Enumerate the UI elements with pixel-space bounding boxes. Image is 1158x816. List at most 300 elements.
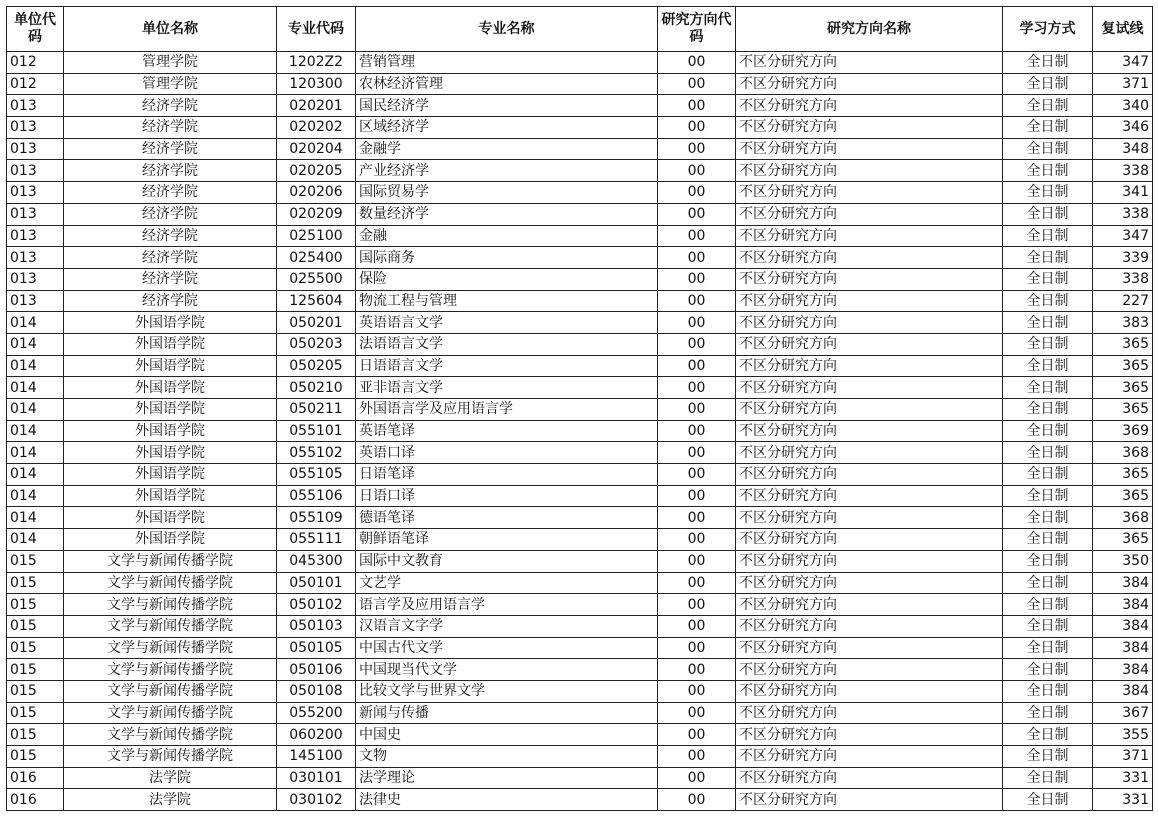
header-unit-code: 单位代码	[7, 7, 64, 52]
major-name-cell: 数量经济学	[356, 203, 658, 225]
direction-code-cell: 00	[658, 680, 736, 702]
major-name-cell: 文艺学	[356, 572, 658, 594]
direction-name-cell: 不区分研究方向	[736, 572, 1003, 594]
study-mode-cell: 全日制	[1003, 507, 1093, 529]
unit-name-cell: 经济学院	[64, 290, 277, 312]
unit-code-cell: 014	[7, 420, 64, 442]
major-code-cell: 055101	[277, 420, 356, 442]
study-mode-cell: 全日制	[1003, 312, 1093, 334]
unit-code-cell: 015	[7, 724, 64, 746]
direction-code-cell: 00	[658, 333, 736, 355]
header-retest-score: 复试线	[1093, 7, 1153, 52]
study-mode-cell: 全日制	[1003, 399, 1093, 421]
retest-score-cell: 384	[1093, 637, 1153, 659]
unit-code-cell: 012	[7, 73, 64, 95]
direction-code-cell: 00	[658, 73, 736, 95]
table-row	[7, 399, 1153, 421]
major-code-cell: 025100	[277, 225, 356, 247]
study-mode-cell: 全日制	[1003, 420, 1093, 442]
study-mode-cell: 全日制	[1003, 160, 1093, 182]
table-row	[7, 247, 1153, 269]
unit-code-cell: 015	[7, 659, 64, 681]
study-mode-cell: 全日制	[1003, 377, 1093, 399]
major-code-cell: 020204	[277, 138, 356, 160]
unit-name-cell: 管理学院	[64, 73, 277, 95]
table-row	[7, 594, 1153, 616]
unit-code-cell: 014	[7, 529, 64, 551]
table-row	[7, 464, 1153, 486]
direction-code-cell: 00	[658, 659, 736, 681]
direction-code-cell: 00	[658, 399, 736, 421]
unit-name-cell: 文学与新闻传播学院	[64, 702, 277, 724]
direction-name-cell: 不区分研究方向	[736, 702, 1003, 724]
table-row	[7, 377, 1153, 399]
retest-score-cell: 350	[1093, 550, 1153, 572]
major-code-cell: 055102	[277, 442, 356, 464]
direction-code-cell: 00	[658, 572, 736, 594]
direction-code-cell: 00	[658, 52, 736, 74]
major-name-cell: 外国语言学及应用语言学	[356, 399, 658, 421]
major-name-cell: 德语笔译	[356, 507, 658, 529]
study-mode-cell: 全日制	[1003, 550, 1093, 572]
major-name-cell: 法学理论	[356, 767, 658, 789]
unit-code-cell: 013	[7, 95, 64, 117]
direction-name-cell: 不区分研究方向	[736, 746, 1003, 768]
major-code-cell: 020202	[277, 117, 356, 139]
major-name-cell: 国民经济学	[356, 95, 658, 117]
direction-code-cell: 00	[658, 312, 736, 334]
unit-name-cell: 外国语学院	[64, 464, 277, 486]
study-mode-cell: 全日制	[1003, 789, 1093, 811]
table-row	[7, 572, 1153, 594]
retest-score-cell: 365	[1093, 464, 1153, 486]
unit-name-cell: 经济学院	[64, 225, 277, 247]
table-row	[7, 117, 1153, 139]
direction-code-cell: 00	[658, 550, 736, 572]
study-mode-cell: 全日制	[1003, 442, 1093, 464]
major-code-cell: 020206	[277, 182, 356, 204]
table-row	[7, 507, 1153, 529]
direction-name-cell: 不区分研究方向	[736, 464, 1003, 486]
unit-name-cell: 文学与新闻传播学院	[64, 615, 277, 637]
retest-score-cell: 384	[1093, 615, 1153, 637]
major-code-cell: 145100	[277, 746, 356, 768]
retest-score-cell: 371	[1093, 73, 1153, 95]
major-code-cell: 055109	[277, 507, 356, 529]
unit-code-cell: 014	[7, 507, 64, 529]
major-code-cell: 050101	[277, 572, 356, 594]
unit-code-cell: 013	[7, 117, 64, 139]
study-mode-cell: 全日制	[1003, 117, 1093, 139]
major-name-cell: 日语语言文学	[356, 355, 658, 377]
study-mode-cell: 全日制	[1003, 615, 1093, 637]
table-body	[7, 52, 1153, 811]
table-row	[7, 420, 1153, 442]
major-name-cell: 汉语言文字学	[356, 615, 658, 637]
direction-code-cell: 00	[658, 507, 736, 529]
table-row	[7, 789, 1153, 811]
direction-name-cell: 不区分研究方向	[736, 247, 1003, 269]
unit-name-cell: 文学与新闻传播学院	[64, 680, 277, 702]
unit-name-cell: 经济学院	[64, 117, 277, 139]
table-row	[7, 680, 1153, 702]
unit-name-cell: 文学与新闻传播学院	[64, 746, 277, 768]
unit-name-cell: 外国语学院	[64, 420, 277, 442]
direction-name-cell: 不区分研究方向	[736, 160, 1003, 182]
study-mode-cell: 全日制	[1003, 182, 1093, 204]
retest-score-cell: 355	[1093, 724, 1153, 746]
unit-code-cell: 013	[7, 203, 64, 225]
major-code-cell: 055106	[277, 485, 356, 507]
table-row	[7, 160, 1153, 182]
retest-score-cell: 331	[1093, 767, 1153, 789]
direction-name-cell: 不区分研究方向	[736, 659, 1003, 681]
major-code-cell: 025500	[277, 268, 356, 290]
direction-name-cell: 不区分研究方向	[736, 485, 1003, 507]
retest-score-cell: 346	[1093, 117, 1153, 139]
unit-name-cell: 文学与新闻传播学院	[64, 594, 277, 616]
retest-score-cell: 368	[1093, 442, 1153, 464]
unit-code-cell: 016	[7, 789, 64, 811]
major-name-cell: 亚非语言文学	[356, 377, 658, 399]
header-major-name: 专业名称	[356, 7, 658, 52]
major-code-cell: 1202Z2	[277, 52, 356, 74]
major-name-cell: 中国现当代文学	[356, 659, 658, 681]
unit-code-cell: 013	[7, 160, 64, 182]
direction-code-cell: 00	[658, 377, 736, 399]
retest-score-cell: 339	[1093, 247, 1153, 269]
direction-name-cell: 不区分研究方向	[736, 637, 1003, 659]
retest-score-cell: 338	[1093, 268, 1153, 290]
retest-score-cell: 341	[1093, 182, 1153, 204]
major-code-cell: 020201	[277, 95, 356, 117]
direction-name-cell: 不区分研究方向	[736, 420, 1003, 442]
unit-code-cell: 012	[7, 52, 64, 74]
retest-score-cell: 369	[1093, 420, 1153, 442]
table-row	[7, 442, 1153, 464]
unit-code-cell: 015	[7, 550, 64, 572]
major-name-cell: 农林经济管理	[356, 73, 658, 95]
unit-code-cell: 014	[7, 442, 64, 464]
unit-code-cell: 014	[7, 333, 64, 355]
major-code-cell: 050201	[277, 312, 356, 334]
study-mode-cell: 全日制	[1003, 637, 1093, 659]
unit-code-cell: 015	[7, 702, 64, 724]
major-code-cell: 025400	[277, 247, 356, 269]
direction-name-cell: 不区分研究方向	[736, 117, 1003, 139]
unit-name-cell: 法学院	[64, 767, 277, 789]
major-code-cell: 055200	[277, 702, 356, 724]
table-row	[7, 138, 1153, 160]
table-row	[7, 52, 1153, 74]
direction-code-cell: 00	[658, 160, 736, 182]
direction-name-cell: 不区分研究方向	[736, 355, 1003, 377]
direction-name-cell: 不区分研究方向	[736, 724, 1003, 746]
direction-code-cell: 00	[658, 789, 736, 811]
table-row	[7, 225, 1153, 247]
study-mode-cell: 全日制	[1003, 680, 1093, 702]
study-mode-cell: 全日制	[1003, 52, 1093, 74]
table-row	[7, 724, 1153, 746]
study-mode-cell: 全日制	[1003, 724, 1093, 746]
direction-name-cell: 不区分研究方向	[736, 680, 1003, 702]
retest-score-cell: 338	[1093, 203, 1153, 225]
retest-score-cell: 384	[1093, 572, 1153, 594]
retest-score-cell: 371	[1093, 746, 1153, 768]
table-row	[7, 485, 1153, 507]
table-row	[7, 767, 1153, 789]
unit-name-cell: 管理学院	[64, 52, 277, 74]
unit-code-cell: 015	[7, 637, 64, 659]
direction-code-cell: 00	[658, 615, 736, 637]
unit-name-cell: 经济学院	[64, 268, 277, 290]
direction-code-cell: 00	[658, 485, 736, 507]
unit-code-cell: 013	[7, 268, 64, 290]
unit-code-cell: 015	[7, 615, 64, 637]
major-name-cell: 中国古代文学	[356, 637, 658, 659]
direction-name-cell: 不区分研究方向	[736, 789, 1003, 811]
major-code-cell: 050210	[277, 377, 356, 399]
unit-name-cell: 外国语学院	[64, 529, 277, 551]
major-name-cell: 产业经济学	[356, 160, 658, 182]
retest-score-cell: 348	[1093, 138, 1153, 160]
direction-code-cell: 00	[658, 225, 736, 247]
header-direction-name: 研究方向名称	[736, 7, 1003, 52]
major-name-cell: 英语口译	[356, 442, 658, 464]
table-row	[7, 746, 1153, 768]
unit-code-cell: 013	[7, 290, 64, 312]
direction-name-cell: 不区分研究方向	[736, 312, 1003, 334]
study-mode-cell: 全日制	[1003, 767, 1093, 789]
unit-name-cell: 经济学院	[64, 247, 277, 269]
direction-name-cell: 不区分研究方向	[736, 73, 1003, 95]
unit-name-cell: 文学与新闻传播学院	[64, 659, 277, 681]
study-mode-cell: 全日制	[1003, 247, 1093, 269]
retest-score-cell: 365	[1093, 529, 1153, 551]
direction-name-cell: 不区分研究方向	[736, 225, 1003, 247]
study-mode-cell: 全日制	[1003, 659, 1093, 681]
retest-score-cell: 365	[1093, 399, 1153, 421]
study-mode-cell: 全日制	[1003, 464, 1093, 486]
table-row	[7, 529, 1153, 551]
unit-name-cell: 经济学院	[64, 138, 277, 160]
direction-name-cell: 不区分研究方向	[736, 550, 1003, 572]
direction-name-cell: 不区分研究方向	[736, 203, 1003, 225]
direction-code-cell: 00	[658, 420, 736, 442]
major-code-cell: 050105	[277, 637, 356, 659]
table-row	[7, 637, 1153, 659]
major-code-cell: 055105	[277, 464, 356, 486]
unit-name-cell: 文学与新闻传播学院	[64, 637, 277, 659]
unit-code-cell: 013	[7, 247, 64, 269]
retest-score-cell: 367	[1093, 702, 1153, 724]
direction-name-cell: 不区分研究方向	[736, 529, 1003, 551]
table-row	[7, 290, 1153, 312]
direction-name-cell: 不区分研究方向	[736, 333, 1003, 355]
study-mode-cell: 全日制	[1003, 529, 1093, 551]
unit-name-cell: 外国语学院	[64, 312, 277, 334]
major-name-cell: 日语笔译	[356, 464, 658, 486]
direction-code-cell: 00	[658, 268, 736, 290]
direction-code-cell: 00	[658, 355, 736, 377]
table-row	[7, 203, 1153, 225]
header-unit-name: 单位名称	[64, 7, 277, 52]
major-code-cell: 060200	[277, 724, 356, 746]
retest-score-cell: 331	[1093, 789, 1153, 811]
unit-name-cell: 经济学院	[64, 182, 277, 204]
major-name-cell: 法律史	[356, 789, 658, 811]
table-row	[7, 355, 1153, 377]
study-mode-cell: 全日制	[1003, 333, 1093, 355]
study-mode-cell: 全日制	[1003, 572, 1093, 594]
direction-name-cell: 不区分研究方向	[736, 767, 1003, 789]
direction-code-cell: 00	[658, 442, 736, 464]
unit-code-cell: 015	[7, 680, 64, 702]
unit-code-cell: 014	[7, 355, 64, 377]
direction-code-cell: 00	[658, 203, 736, 225]
retest-score-cell: 340	[1093, 95, 1153, 117]
direction-name-cell: 不区分研究方向	[736, 268, 1003, 290]
table-row	[7, 659, 1153, 681]
unit-name-cell: 文学与新闻传播学院	[64, 550, 277, 572]
unit-code-cell: 014	[7, 312, 64, 334]
direction-name-cell: 不区分研究方向	[736, 95, 1003, 117]
direction-code-cell: 00	[658, 767, 736, 789]
direction-name-cell: 不区分研究方向	[736, 138, 1003, 160]
major-name-cell: 物流工程与管理	[356, 290, 658, 312]
table-row	[7, 182, 1153, 204]
direction-code-cell: 00	[658, 182, 736, 204]
retest-score-cell: 384	[1093, 659, 1153, 681]
study-mode-cell: 全日制	[1003, 203, 1093, 225]
retest-score-cell: 227	[1093, 290, 1153, 312]
unit-code-cell: 014	[7, 485, 64, 507]
retest-score-cell: 347	[1093, 225, 1153, 247]
retest-score-cell: 368	[1093, 507, 1153, 529]
study-mode-cell: 全日制	[1003, 485, 1093, 507]
major-name-cell: 朝鲜语笔译	[356, 529, 658, 551]
retest-score-cell: 384	[1093, 680, 1153, 702]
unit-name-cell: 法学院	[64, 789, 277, 811]
direction-name-cell: 不区分研究方向	[736, 507, 1003, 529]
retest-score-cell: 365	[1093, 333, 1153, 355]
table-row	[7, 73, 1153, 95]
major-name-cell: 营销管理	[356, 52, 658, 74]
major-name-cell: 文物	[356, 746, 658, 768]
major-name-cell: 法语语言文学	[356, 333, 658, 355]
unit-name-cell: 外国语学院	[64, 485, 277, 507]
direction-name-cell: 不区分研究方向	[736, 52, 1003, 74]
major-code-cell: 030102	[277, 789, 356, 811]
retest-score-cell: 383	[1093, 312, 1153, 334]
unit-name-cell: 外国语学院	[64, 355, 277, 377]
major-name-cell: 国际商务	[356, 247, 658, 269]
major-name-cell: 国际贸易学	[356, 182, 658, 204]
unit-name-cell: 外国语学院	[64, 399, 277, 421]
direction-name-cell: 不区分研究方向	[736, 615, 1003, 637]
major-code-cell: 050106	[277, 659, 356, 681]
retest-score-cell: 384	[1093, 594, 1153, 616]
major-code-cell: 125604	[277, 290, 356, 312]
major-code-cell: 050102	[277, 594, 356, 616]
direction-code-cell: 00	[658, 746, 736, 768]
direction-code-cell: 00	[658, 117, 736, 139]
unit-code-cell: 013	[7, 225, 64, 247]
study-mode-cell: 全日制	[1003, 95, 1093, 117]
header-study-mode: 学习方式	[1003, 7, 1093, 52]
direction-code-cell: 00	[658, 95, 736, 117]
direction-name-cell: 不区分研究方向	[736, 399, 1003, 421]
major-name-cell: 金融	[356, 225, 658, 247]
study-mode-cell: 全日制	[1003, 290, 1093, 312]
retest-score-cell: 347	[1093, 52, 1153, 74]
unit-name-cell: 外国语学院	[64, 442, 277, 464]
retest-score-cell: 365	[1093, 377, 1153, 399]
study-mode-cell: 全日制	[1003, 702, 1093, 724]
unit-name-cell: 经济学院	[64, 203, 277, 225]
unit-code-cell: 015	[7, 594, 64, 616]
major-name-cell: 中国史	[356, 724, 658, 746]
study-mode-cell: 全日制	[1003, 268, 1093, 290]
unit-name-cell: 文学与新闻传播学院	[64, 724, 277, 746]
major-name-cell: 日语口译	[356, 485, 658, 507]
direction-code-cell: 00	[658, 702, 736, 724]
direction-name-cell: 不区分研究方向	[736, 182, 1003, 204]
header-major-code: 专业代码	[277, 7, 356, 52]
major-code-cell: 030101	[277, 767, 356, 789]
study-mode-cell: 全日制	[1003, 73, 1093, 95]
study-mode-cell: 全日制	[1003, 746, 1093, 768]
major-name-cell: 语言学及应用语言学	[356, 594, 658, 616]
direction-code-cell: 00	[658, 247, 736, 269]
retest-score-cell: 365	[1093, 485, 1153, 507]
table-row	[7, 550, 1153, 572]
unit-name-cell: 外国语学院	[64, 507, 277, 529]
study-mode-cell: 全日制	[1003, 355, 1093, 377]
admission-score-table	[6, 6, 1153, 811]
unit-code-cell: 016	[7, 767, 64, 789]
major-code-cell: 050211	[277, 399, 356, 421]
header-row	[7, 7, 1153, 52]
unit-code-cell: 015	[7, 572, 64, 594]
direction-code-cell: 00	[658, 724, 736, 746]
table-row	[7, 333, 1153, 355]
direction-name-cell: 不区分研究方向	[736, 377, 1003, 399]
direction-code-cell: 00	[658, 290, 736, 312]
major-code-cell: 050203	[277, 333, 356, 355]
unit-code-cell: 014	[7, 464, 64, 486]
table-row	[7, 615, 1153, 637]
study-mode-cell: 全日制	[1003, 594, 1093, 616]
major-code-cell: 050108	[277, 680, 356, 702]
major-code-cell: 020209	[277, 203, 356, 225]
direction-code-cell: 00	[658, 529, 736, 551]
major-code-cell: 055111	[277, 529, 356, 551]
major-name-cell: 比较文学与世界文学	[356, 680, 658, 702]
unit-code-cell: 014	[7, 377, 64, 399]
table-row	[7, 268, 1153, 290]
direction-code-cell: 00	[658, 637, 736, 659]
unit-code-cell: 015	[7, 746, 64, 768]
study-mode-cell: 全日制	[1003, 225, 1093, 247]
major-code-cell: 050205	[277, 355, 356, 377]
direction-name-cell: 不区分研究方向	[736, 290, 1003, 312]
direction-code-cell: 00	[658, 464, 736, 486]
major-name-cell: 英语语言文学	[356, 312, 658, 334]
unit-name-cell: 外国语学院	[64, 333, 277, 355]
major-name-cell: 保险	[356, 268, 658, 290]
major-name-cell: 新闻与传播	[356, 702, 658, 724]
